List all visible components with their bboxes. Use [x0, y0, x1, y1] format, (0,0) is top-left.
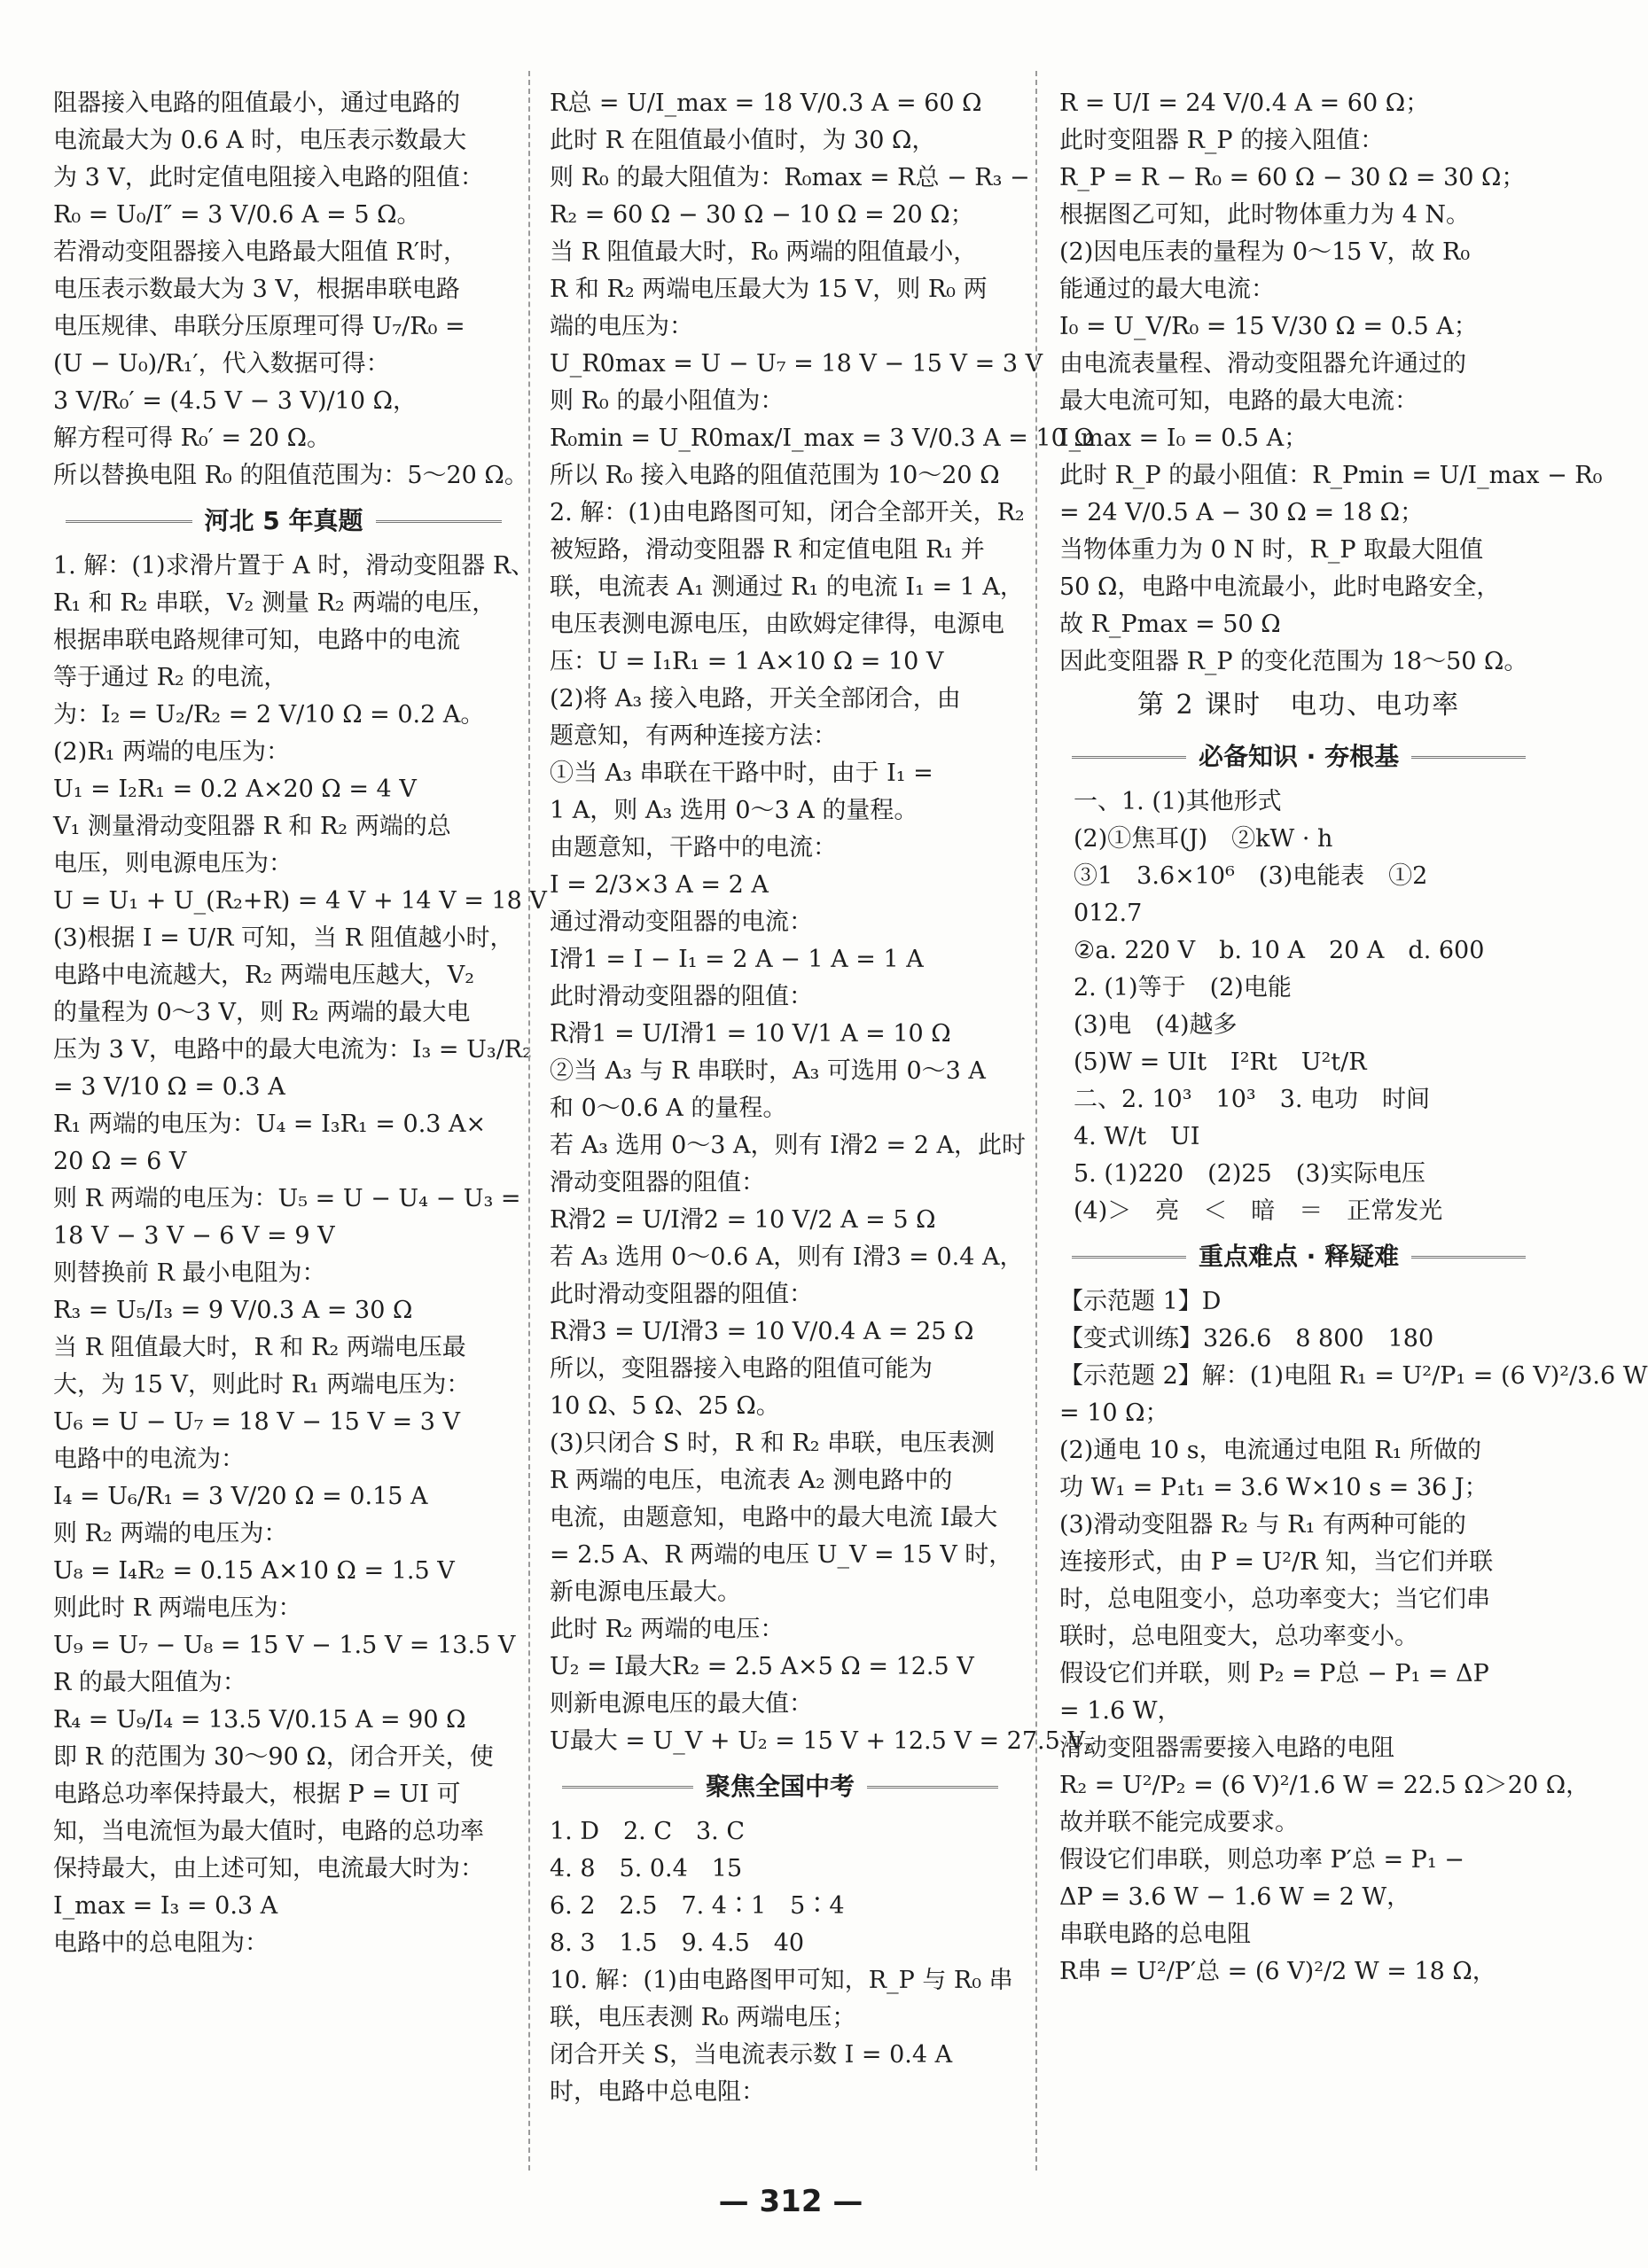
solution-line: 大，为 15 V，则此时 R₁ 两端电压为：	[53, 1371, 471, 1399]
solution-line: 串联电路的总电阻	[1059, 1921, 1251, 1948]
solution-line: 由电流表量程、滑动变阻器允许通过的	[1059, 350, 1466, 378]
solution-line: 此时 R 在阻值最小值时，为 30 Ω，	[550, 127, 936, 154]
solution-line: 则 R 两端的电压为：U₅ = U − U₄ − U₃ =	[53, 1185, 521, 1212]
solution-line: U₁ = I₂R₁ = 0.2 A×20 Ω = 4 V	[53, 775, 417, 803]
solution-line: 电流，由题意知，电路中的最大电流 I最大	[550, 1504, 998, 1531]
solution-line: R = U/I = 24 V/0.4 A = 60 Ω；	[1059, 90, 1430, 117]
solution-line: 通过滑动变阻器的电流：	[550, 908, 813, 936]
lesson-title: 第 2 课时 电功、电功率	[1136, 690, 1461, 721]
solution-line: 时，总电阻变小，总功率变大；当它们串	[1059, 1586, 1490, 1613]
section-title: 重点难点 · 释疑难	[1059, 1230, 1538, 1283]
solution-line: 若 A₃ 选用 0～0.6 A，则有 I滑3 = 0.4 A，	[550, 1243, 1024, 1271]
answer-line: 10. 解：(1)由电路图甲可知，R_P 与 R₀ 串	[550, 1967, 1013, 1994]
solution-line: R₄ = U₉/I₄ = 13.5 V/0.15 A = 90 Ω	[53, 1706, 466, 1734]
answer-line: (3)电 (4)越多	[1074, 1011, 1238, 1039]
section-title: 必备知识 · 夯根基	[1059, 730, 1538, 783]
answer-line: 闭合开关 S，当电流表示数 I = 0.4 A	[550, 2041, 953, 2069]
solution-line: R滑3 = U/I滑3 = 10 V/0.4 A = 25 Ω	[550, 1318, 974, 1345]
solution-line: V₁ 测量滑动变阻器 R 和 R₂ 两端的总	[53, 813, 451, 840]
solution-line: 电路中电流越大，R₂ 两端电压越大，V₂	[53, 962, 475, 989]
solution-line: R 和 R₂ 两端电压最大为 15 V，则 R₀ 两	[550, 276, 988, 303]
answer-line: 8. 3 1.5 9. 4.5 40	[550, 1929, 805, 1957]
solution-line: ②当 A₃ 与 R 串联时，A₃ 可选用 0～3 A	[550, 1057, 986, 1085]
answer-line: 二、2. 10³ 10³ 3. 电功 时间	[1074, 1086, 1431, 1113]
solution-line: (2)将 A₃ 接入电路，开关全部闭合，由	[550, 685, 961, 713]
solution-line: I₀ = U_V/R₀ = 15 V/30 Ω = 0.5 A；	[1059, 313, 1478, 340]
answer-line: 1. D 2. C 3. C	[550, 1818, 745, 1845]
solution-line: 所以 R₀ 接入电路的阻值范围为 10～20 Ω	[550, 462, 1000, 489]
solution-line: 此时变阻器 R_P 的接入阻值：	[1059, 127, 1385, 154]
solution-line: 50 Ω，电路中电流最小，此时电路安全，	[1059, 573, 1501, 601]
solution-line: 和 0～0.6 A 的量程。	[550, 1095, 787, 1122]
solution-line: 端的电压为：	[550, 313, 693, 340]
section-title: 河北 5 年真题	[53, 495, 514, 548]
solution-line: = 10 Ω；	[1059, 1399, 1169, 1427]
answer-line: (4)＞ 亮 ＜ 暗 ＝ 正常发光	[1074, 1197, 1443, 1225]
solution-line: = 1.6 W，	[1059, 1697, 1182, 1725]
solution-line: 此时 R_P 的最小阻值：R_Pmin = U/I_max − R₀	[1059, 462, 1603, 489]
solution-line: 最大电流可知，电路的最大电流：	[1059, 387, 1418, 415]
solution-line: 则 R₀ 的最小阻值为：	[550, 387, 785, 415]
solution-line: 电路总功率保持最大，根据 P = UI 可	[53, 1781, 461, 1808]
solution-line: (2)因电压表的量程为 0～15 V，故 R₀	[1059, 238, 1471, 266]
solution-line: 解方程可得 R₀′ = 20 Ω。	[53, 425, 331, 452]
solution-line: = 3 V/10 Ω = 0.3 A	[53, 1073, 285, 1101]
solution-line: 题意知，有两种连接方法：	[550, 722, 837, 750]
solution-line: (3)根据 I = U/R 可知，当 R 阻值越小时，	[53, 924, 514, 952]
solution-line: 2. 解：(1)由电路图可知，闭合全部开关，R₂	[550, 499, 1025, 526]
solution-line: 1 A，则 A₃ 选用 0～3 A 的量程。	[550, 797, 918, 824]
solution-line: U₂ = I最大R₂ = 2.5 A×5 Ω = 12.5 V	[550, 1653, 974, 1680]
solution-line: 1. 解：(1)求滑片置于 A 时，滑动变阻器 R、	[53, 552, 535, 580]
solution-line: 的量程为 0～3 V，则 R₂ 两端的最大电	[53, 999, 471, 1026]
answer-line: 一、1. (1)其他形式	[1074, 788, 1282, 815]
section-title: 聚焦全国中考	[550, 1760, 1011, 1813]
solution-line: U₉ = U₇ − U₈ = 15 V − 1.5 V = 13.5 V	[53, 1632, 516, 1659]
solution-line: 能通过的最大电流：	[1059, 276, 1275, 303]
solution-line: 假设它们串联，则总功率 P′总 = P₁ −	[1059, 1846, 1464, 1874]
solution-line: 【变式训练】326.6 8 800 180	[1059, 1325, 1434, 1352]
solution-line: 压为 3 V，电路中的最大电流为：I₃ = U₃/R₂	[53, 1036, 532, 1064]
solution-line: 10 Ω、5 Ω、25 Ω。	[550, 1392, 780, 1420]
solution-line: R滑1 = U/I滑1 = 10 V/1 A = 10 Ω	[550, 1020, 951, 1048]
solution-line: = 2.5 A、R 两端的电压 U_V = 15 V 时，	[550, 1541, 1013, 1569]
solution-line: (3)只闭合 S 时，R 和 R₂ 串联，电压表测	[550, 1430, 996, 1457]
solution-line: 滑动变阻器的阻值：	[550, 1169, 765, 1196]
solution-line: 此时 R₂ 两端的电压：	[550, 1616, 785, 1643]
solution-line: 若 A₃ 选用 0～3 A，则有 I滑2 = 2 A，此时	[550, 1132, 1026, 1159]
solution-line: = 24 V/0.5 A − 30 Ω = 18 Ω；	[1059, 499, 1424, 526]
solution-line: I₄ = U₆/R₁ = 3 V/20 Ω = 0.15 A	[53, 1483, 428, 1510]
solution-line: 3 V/R₀′ = (4.5 V − 3 V)/10 Ω，	[53, 387, 417, 415]
solution-line: R₁ 和 R₂ 串联，V₂ 测量 R₂ 两端的电压，	[53, 589, 496, 617]
solution-line: 当 R 阻值最大时，R₀ 两端的阻值最小，	[550, 238, 978, 266]
solution-line: R₂ = U²/P₂ = (6 V)²/1.6 W = 22.5 Ω＞20 Ω，	[1059, 1772, 1590, 1799]
solution-line: 20 Ω = 6 V	[53, 1148, 187, 1175]
answer-line: (5)W = UIt I²Rt U²t/R	[1074, 1048, 1367, 1076]
solution-line: 由题意知，干路中的电流：	[550, 834, 837, 861]
answer-line: 012.7	[1074, 900, 1143, 927]
solution-line: 根据串联电路规律可知，电路中的电流	[53, 627, 460, 654]
solution-line: 等于通过 R₂ 的电流，	[53, 664, 288, 691]
solution-line: R₃ = U₅/I₃ = 9 V/0.3 A = 30 Ω	[53, 1297, 413, 1324]
solution-line: 若滑动变阻器接入电路最大阻值 R′时，	[53, 238, 468, 266]
solution-line: 滑动变阻器需要接入电路的电阻	[1059, 1734, 1394, 1762]
solution-line: 为：I₂ = U₂/R₂ = 2 V/10 Ω = 0.2 A。	[53, 701, 485, 729]
solution-line: 电压规律、串联分压原理可得 U₇/R₀ =	[53, 313, 465, 340]
solution-line: 即 R 的范围为 30～90 Ω，闭合开关，使	[53, 1743, 494, 1771]
solution-line: 电压，则电源电压为：	[53, 850, 293, 877]
solution-line: 根据图乙可知，此时物体重力为 4 N。	[1059, 201, 1470, 229]
answer-line: ②a. 220 V b. 10 A 20 A d. 600	[1074, 937, 1485, 964]
solution-line: 联，电流表 A₁ 测通过 R₁ 的电流 I₁ = 1 A，	[550, 573, 1024, 601]
solution-line: ①当 A₃ 串联在干路中时，由于 I₁ =	[550, 760, 933, 787]
solution-line: 新电源电压最大。	[550, 1578, 741, 1606]
solution-line: (2)R₁ 两端的电压为：	[53, 738, 290, 766]
solution-line: U = U₁ + U_(R₂+R) = 4 V + 14 V = 18 V	[53, 887, 547, 915]
solution-line: 假设它们并联，则 P₂ = P总 − P₁ = ΔP	[1059, 1660, 1489, 1687]
solution-line: 联时，总电阻变大，总功率变小。	[1059, 1623, 1418, 1650]
answer-line: 时，电路中总电阻：	[550, 2078, 765, 2106]
solution-line: 所以替换电阻 R₀ 的阻值范围为：5～20 Ω。	[53, 462, 528, 489]
solution-line: 压：U = I₁R₁ = 1 A×10 Ω = 10 V	[550, 648, 944, 675]
solution-line: 则 R₀ 的最大阻值为：R₀max = R总 − R₃ −	[550, 164, 1030, 191]
solution-line: I滑1 = I − I₁ = 2 A − 1 A = 1 A	[550, 946, 924, 973]
solution-line: 电路中的总电阻为：	[53, 1929, 269, 1957]
solution-line: R₀min = U_R0max/I_max = 3 V/0.3 A = 10 Ω	[550, 425, 1094, 452]
solution-line: R₁ 两端的电压为：U₄ = I₃R₁ = 0.3 A×	[53, 1111, 487, 1138]
solution-line: 【示范题 1】D	[1059, 1288, 1222, 1315]
answer-line: 2. (1)等于 (2)电能	[1074, 974, 1292, 1002]
solution-line: R 的最大阻值为：	[53, 1669, 246, 1696]
solution-line: 连接形式，由 P = U²/R 知，当它们并联	[1059, 1548, 1494, 1576]
solution-line: U₈ = I₄R₂ = 0.15 A×10 Ω = 1.5 V	[53, 1557, 455, 1585]
solution-line: R₂ = 60 Ω − 30 Ω − 10 Ω = 20 Ω；	[550, 201, 974, 229]
solution-line: 则替换前 R 最小电阻为：	[53, 1259, 326, 1287]
answer-line: 4. W/t UI	[1074, 1123, 1200, 1150]
solution-line: 则新电源电压的最大值：	[550, 1690, 813, 1718]
answer-line: ③1 3.6×10⁶ (3)电能表 ①2	[1074, 862, 1428, 890]
solution-line: 电路中的电流为：	[53, 1446, 245, 1473]
solution-line: R_P = R − R₀ = 60 Ω − 30 Ω = 30 Ω；	[1059, 164, 1526, 191]
solution-line: U最大 = U_V + U₂ = 15 V + 12.5 V = 27.5 V。	[550, 1727, 1109, 1755]
column-divider	[528, 71, 530, 2171]
solution-line: 因此变阻器 R_P 的变化范围为 18～50 Ω。	[1059, 648, 1528, 675]
answer-line: 5. (1)220 (2)25 (3)实际电压	[1074, 1160, 1425, 1188]
solution-line: 此时滑动变阻器的阻值：	[550, 1281, 813, 1308]
solution-line: 阻器接入电路的阻值最小，通过电路的	[53, 90, 460, 117]
solution-line: 当物体重力为 0 N 时，R_P 取最大阻值	[1059, 536, 1484, 564]
solution-line: 电压表测电源电压，由欧姆定律得，电源电	[550, 611, 1004, 638]
page-number: — 312 —	[718, 2184, 863, 2219]
solution-line: 被短路，滑动变阻器 R 和定值电阻 R₁ 并	[550, 536, 985, 564]
solution-line: (3)滑动变阻器 R₂ 与 R₁ 有两种可能的	[1059, 1511, 1466, 1539]
solution-line: 则此时 R 两端电压为：	[53, 1594, 302, 1622]
solution-line: I = 2/3×3 A = 2 A	[550, 871, 769, 899]
solution-line: U₆ = U − U₇ = 18 V − 15 V = 3 V	[53, 1408, 460, 1436]
answer-line: 4. 8 5. 0.4 15	[550, 1855, 743, 1882]
solution-line: 所以，变阻器接入电路的阻值可能为	[550, 1355, 933, 1383]
solution-line: R 两端的电压，电流表 A₂ 测电路中的	[550, 1467, 953, 1494]
answer-line: (2)①焦耳(J) ②kW · h	[1074, 825, 1333, 853]
solution-line: (U − U₀)/R₁′，代入数据可得：	[53, 350, 390, 378]
solution-line: 则 R₂ 两端的电压为：	[53, 1520, 288, 1547]
solution-line: 知，当电流恒为最大值时，电路的总功率	[53, 1818, 484, 1845]
column-divider	[1035, 71, 1037, 2171]
solution-line: R串 = U²/P′总 = (6 V)²/2 W = 18 Ω，	[1059, 1958, 1496, 1985]
solution-line: 故 R_Pmax = 50 Ω	[1059, 611, 1281, 638]
solution-line: U_R0max = U − U₇ = 18 V − 15 V = 3 V	[550, 350, 1043, 378]
solution-line: 18 V − 3 V − 6 V = 9 V	[53, 1222, 335, 1250]
column-left	[53, 85, 547, 1962]
solution-line: R总 = U/I_max = 18 V/0.3 A = 60 Ω	[550, 90, 982, 117]
column-right	[1059, 85, 1648, 1991]
solution-line: I_max = I₀ = 0.5 A；	[1059, 425, 1308, 452]
solution-line: R滑2 = U/I滑2 = 10 V/2 A = 5 Ω	[550, 1206, 936, 1234]
solution-line: 保持最大，由上述可知，电流最大时为：	[53, 1855, 484, 1882]
solution-line: 故并联不能完成要求。	[1059, 1809, 1299, 1836]
solution-line: ΔP = 3.6 W − 1.6 W = 2 W，	[1059, 1883, 1411, 1911]
solution-line: 电流最大为 0.6 A 时，电压表示数最大	[53, 127, 467, 154]
solution-line: 电压表示数最大为 3 V，根据串联电路	[53, 276, 460, 303]
answer-line: 6. 2 2.5 7. 4∶1 5∶4	[550, 1892, 845, 1920]
solution-line: R₀ = U₀/I″ = 3 V/0.6 A = 5 Ω。	[53, 201, 421, 229]
solution-line: 【示范题 2】解：(1)电阻 R₁ = U²/P₁ = (6 V)²/3.6 W	[1059, 1362, 1648, 1390]
answer-line: 联，电压表测 R₀ 两端电压；	[550, 2004, 856, 2031]
solution-line: 此时滑动变阻器的阻值：	[550, 983, 813, 1010]
solution-line: (2)通电 10 s，电流通过电阻 R₁ 所做的	[1059, 1437, 1481, 1464]
solution-line: 当 R 阻值最大时，R 和 R₂ 两端电压最	[53, 1334, 466, 1361]
solution-line: 为 3 V，此时定值电阻接入电路的阻值：	[53, 164, 484, 191]
solution-line: 功 W₁ = P₁t₁ = 3.6 W×10 s = 36 J；	[1059, 1474, 1488, 1501]
solution-line: I_max = I₃ = 0.3 A	[53, 1892, 278, 1920]
